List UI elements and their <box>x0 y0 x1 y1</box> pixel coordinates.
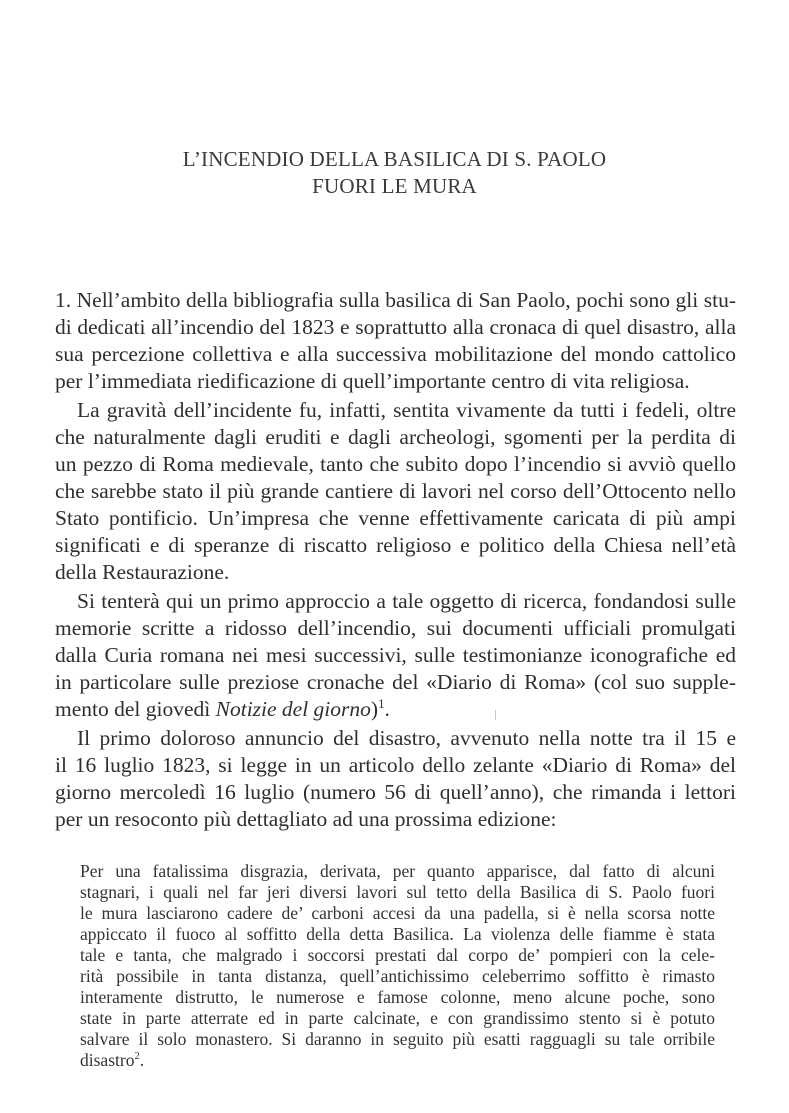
quote-line-2: le mura lasciarono cadere de’ carboni accesi da una padella, si è nella scorsa notte <box>80 903 715 923</box>
body-line-9: significati e di speranze di riscatto religioso e politico della Chiesa nell’età <box>55 533 736 557</box>
chapter-title-line-1: L’INCENDIO DELLA BASILICA DI S. PAOLO <box>182 147 607 171</box>
body-line-13: dalla Curia romana nei mesi successivi, sulle testimonianze iconografiche ed <box>55 643 736 667</box>
body-line-6: un pezzo di Roma medievale, tanto che subito dopo l’incendio si avviò quello <box>55 452 736 476</box>
body-line-3: per un resoconto più dettagliato ad una prossima edizione: <box>55 807 557 831</box>
body-line-0: 1. Nell’ambito della bibliografia sulla basilica di San Paolo, pochi sono gli stu- <box>55 288 736 312</box>
body-line-10: della Restaurazione. <box>55 560 230 584</box>
body-line-footnote-ref <box>55 696 736 723</box>
scan-speck <box>495 710 496 720</box>
body-line-14: in particolare sulle preziose cronache del «Diario di Roma» (col suo supple- <box>55 670 736 694</box>
body-line-1: il 16 luglio 1823, si legge in un articolo dello zelante «Diario di Roma» del <box>55 753 736 777</box>
block-quote-last-line <box>80 1050 715 1071</box>
fn-line-suffix: ) <box>370 697 379 721</box>
quote-line-6: interamente distrutto, le numerose e famose colonne, meno alcune poche, sono <box>80 987 715 1007</box>
fn-line-prefix: mento del giovedì <box>55 697 216 721</box>
body-line-5: che naturalmente dagli eruditi e dagli archeologi, sgomenti per la perdita di <box>55 425 736 449</box>
chapter-title-line-2: FUORI LE MURA <box>312 174 477 198</box>
body-line-8: Stato pontificio. Un’impresa che venne effettivamente caricata di più ampi <box>55 506 736 530</box>
quote-last-text: disastro <box>80 1050 135 1070</box>
body-line-12: memorie scritte a ridosso dell’incendio, sui documenti ufficiali promulgati <box>55 616 736 640</box>
body-line-7: che sarebbe stato il più grande cantiere di lavori nel corso dell’Ottocento nello <box>55 479 736 503</box>
body-line-4: La gravità dell’incidente fu, infatti, sentita vivamente da tutti i fedeli, oltre <box>77 398 736 422</box>
footnote-marker-2[interactable]: 2 <box>134 1051 140 1063</box>
fn-line-end: . <box>384 697 390 721</box>
periodical-title-italic: Notizie del giorno <box>215 697 371 721</box>
body-line-1: di dedicati all’incendio del 1823 e soprattutto alla cronaca di quel disastro, alla <box>55 315 736 339</box>
body-line-3: per l’immediata riedificazione di quell’importante centro di vita religiosa. <box>55 369 690 393</box>
quote-line-1: stagnari, i quali nel far jeri diversi lavori sul tetto della Basilica di S. Paolo fuori <box>80 882 715 902</box>
quote-line-4: tale e tanta, che malgrado i soccorsi prestati dal corpo de’ pompieri con la cele- <box>80 945 715 965</box>
quote-line-8: salvare il solo monastero. Si daranno in seguito più esatti ragguagli su tale orribile <box>80 1029 715 1049</box>
body-line-2: giorno mercoledì 16 luglio (numero 56 di quell’anno), che rimanda i lettori <box>55 780 736 804</box>
body-line-2: sua percezione collettiva e alla successiva mobilitazione del mondo cattolico <box>55 342 736 366</box>
quote-line-0: Per una fatalissima disgrazia, derivata, per quanto apparisce, dal fatto di alcuni <box>80 861 715 881</box>
quote-line-3: appiccato il fuoco al soffitto della detta Basilica. La violenza delle fiamme è stata <box>80 924 715 944</box>
body-line-0: Il primo doloroso annuncio del disastro, avvenuto nella notte tra il 15 e <box>77 726 736 750</box>
quote-last-end: . <box>139 1050 145 1070</box>
quote-line-7: state in parte atterrate ed in parte calcinate, e con grandissimo stento si è potuto <box>80 1008 715 1028</box>
footnote-marker-1[interactable]: 1 <box>378 696 385 711</box>
quote-line-5: rità possibile in tanta distanza, quell’antichissimo celeberrimo soffitto è rimasto <box>80 966 715 986</box>
body-line-11: Si tenterà qui un primo approccio a tale oggetto di ricerca, fondandosi sulle <box>77 589 736 613</box>
